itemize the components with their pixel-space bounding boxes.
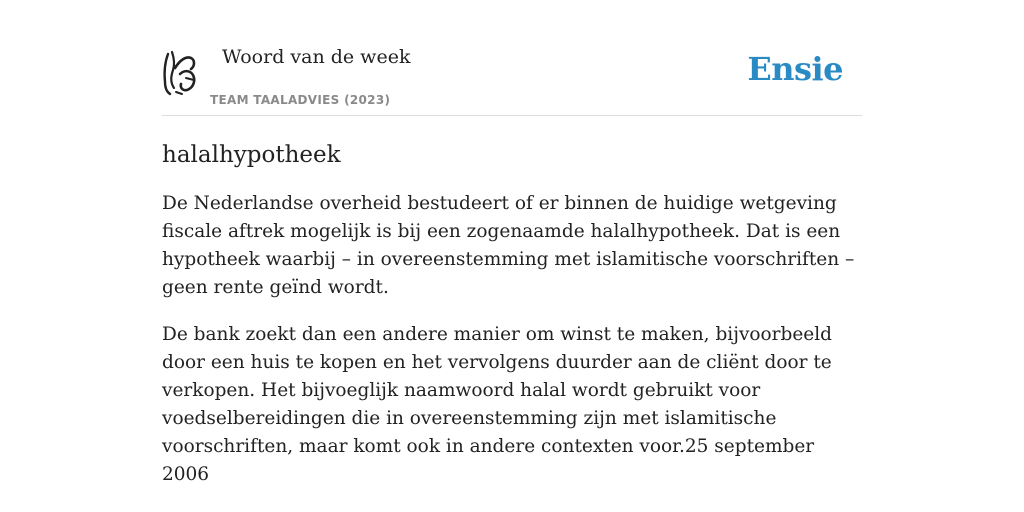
entry-paragraph-2 — [162, 321, 862, 489]
entry-word: halalhypotheek — [162, 142, 341, 168]
brand-logo-text[interactable]: Ensie — [747, 50, 843, 88]
entry-date: 25 september 2006 — [162, 436, 815, 485]
entry-paragraph-2-text: De bank zoekt dan een andere manier om winst te maken, bijvoorbeeld door een huis te kopen en het vervolgens duurder aan de cliënt door te verkopen. Het bijvoeglijk naamwoord halal wordt gebruikt voor voedselbereidingen die in overeenstemming zijn met islamitische voorschriften, maar komt ook in andere contexten voor. — [162, 324, 833, 457]
card-header — [162, 40, 862, 116]
header-title: Woord van de week — [222, 46, 411, 68]
word-card — [162, 40, 862, 489]
flemish-lion-logo-icon — [162, 48, 198, 96]
entry-paragraph-1: De Nederlandse overheid bestudeert of er binnen de huidige wetgeving fiscale aftrek mogelijk is bij een zogenaamde halalhypotheek. Dat is een hypotheek waarbij – in overeenstemming met islamitische voorschriften – geen rente geïnd wordt. — [162, 193, 855, 298]
header-subtitle: TEAM TAALADVIES (2023) — [210, 93, 391, 107]
